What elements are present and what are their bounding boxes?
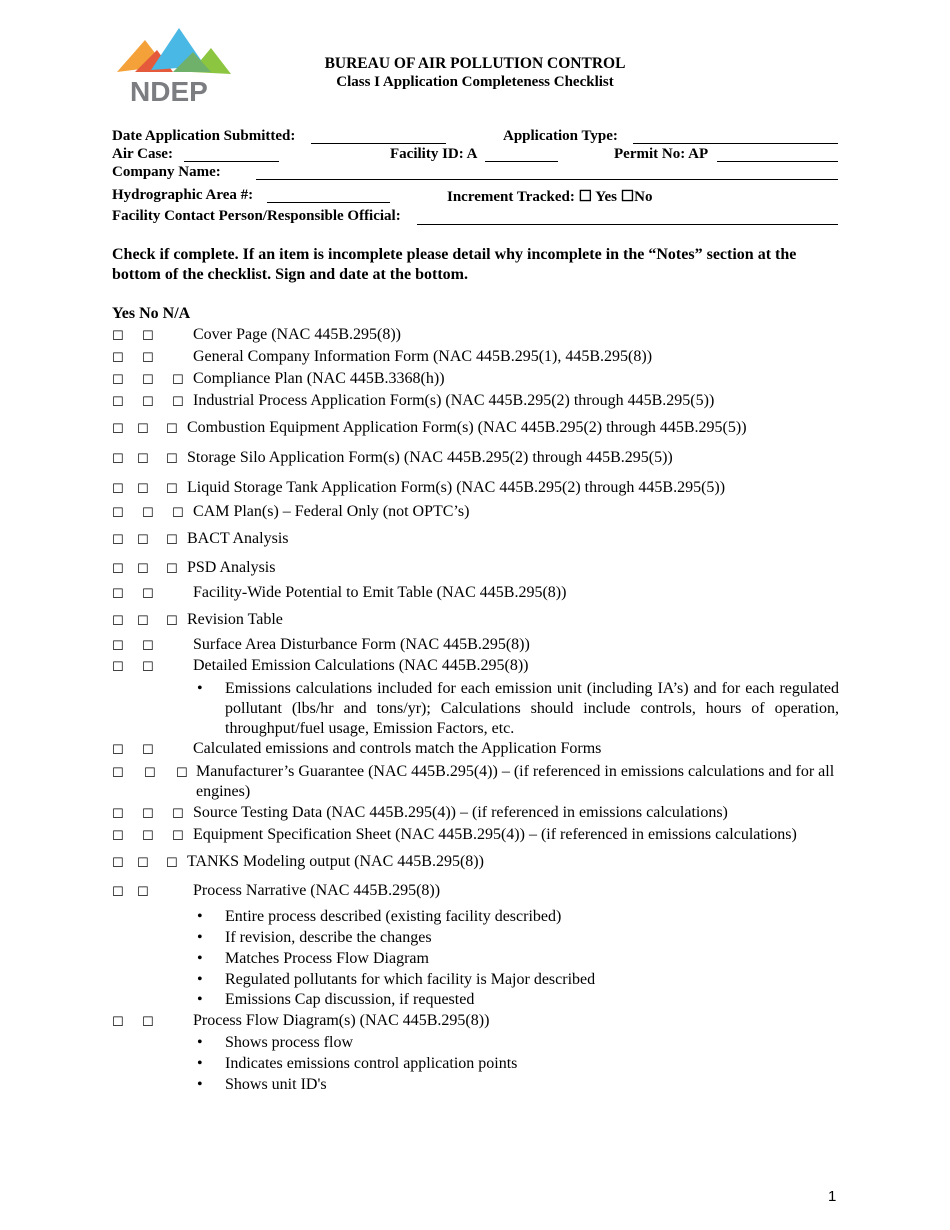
na-checkbox[interactable]: ☐	[172, 506, 184, 521]
na-checkbox[interactable]: ☐	[172, 807, 184, 822]
no-checkbox[interactable]: ☐	[137, 533, 149, 548]
checklist-item: Facility-Wide Potential to Emit Table (NAC 445B.295(8))	[193, 584, 567, 601]
no-checkbox[interactable]: ☐	[137, 562, 149, 577]
na-checkbox[interactable]: ☐	[172, 829, 184, 844]
air-case-field[interactable]	[184, 161, 279, 162]
increment-tracked-label[interactable]: Increment Tracked: ☐ Yes ☐No	[447, 189, 653, 205]
yes-checkbox[interactable]: ☐	[112, 373, 124, 388]
bullet-icon: •	[197, 950, 203, 967]
checklist-item: Storage Silo Application Form(s) (NAC 445B.295(2) through 445B.295(5))	[187, 449, 673, 466]
checklist-item: Compliance Plan (NAC 445B.3368(h))	[193, 370, 445, 387]
no-checkbox[interactable]: ☐	[137, 614, 149, 629]
na-checkbox[interactable]: ☐	[172, 395, 184, 410]
yes-checkbox[interactable]: ☐	[112, 614, 124, 629]
company-name-label: Company Name:	[112, 164, 221, 180]
application-type-label: Application Type:	[503, 128, 618, 144]
no-checkbox[interactable]: ☐	[137, 856, 149, 871]
yes-checkbox[interactable]: ☐	[112, 329, 124, 344]
yes-checkbox[interactable]: ☐	[112, 766, 124, 781]
no-checkbox[interactable]: ☐	[142, 743, 154, 758]
yes-checkbox[interactable]: ☐	[112, 506, 124, 521]
checklist-item: Process Narrative (NAC 445B.295(8))	[193, 882, 441, 899]
permit-no-field[interactable]	[717, 161, 838, 162]
company-name-field[interactable]	[256, 179, 838, 180]
checklist-item: Combustion Equipment Application Form(s) (NAC 445B.295(2) through 445B.295(5))	[187, 419, 747, 436]
list-item: • Emissions calculations included for each emission unit (including IA’s) and for each regulated pollutant (lbs/hr and tons/yr); Calculations should include controls, hours of operation, throughput/fuel usage, Emission Factors, etc.	[197, 680, 839, 737]
contact-person-field[interactable]	[417, 224, 838, 225]
application-type-field[interactable]	[633, 143, 838, 144]
facility-id-field[interactable]	[485, 161, 558, 162]
page-number: 1	[828, 1188, 837, 1205]
checklist-item: General Company Information Form (NAC 445B.295(1), 445B.295(8))	[193, 348, 653, 365]
checklist-item: Equipment Specification Sheet (NAC 445B.295(4)) – (if referenced in emissions calculations)	[193, 826, 797, 843]
na-checkbox[interactable]: ☐	[166, 422, 178, 437]
date-submitted-label: Date Application Submitted:	[112, 128, 296, 144]
bullet-icon: •	[197, 1076, 203, 1093]
logo-text: NDEP	[130, 76, 208, 107]
yes-checkbox[interactable]: ☐	[112, 1015, 124, 1030]
na-checkbox[interactable]: ☐	[172, 373, 184, 388]
checklist-item: Calculated emissions and controls match the Application Forms	[193, 740, 602, 757]
no-checkbox[interactable]: ☐	[137, 452, 149, 467]
yes-checkbox[interactable]: ☐	[112, 885, 124, 900]
checklist-item: Liquid Storage Tank Application Form(s) (NAC 445B.295(2) through 445B.295(5))	[187, 479, 726, 496]
checklist-item: Source Testing Data (NAC 445B.295(4)) – (if referenced in emissions calculations)	[193, 804, 728, 821]
column-header: Yes No N/A	[112, 305, 191, 322]
na-checkbox[interactable]: ☐	[166, 562, 178, 577]
na-checkbox[interactable]: ☐	[166, 856, 178, 871]
yes-checkbox[interactable]: ☐	[112, 639, 124, 654]
yes-checkbox[interactable]: ☐	[112, 807, 124, 822]
na-checkbox[interactable]: ☐	[166, 614, 178, 629]
na-checkbox[interactable]: ☐	[176, 766, 188, 781]
na-checkbox[interactable]: ☐	[166, 452, 178, 467]
facility-id-label: Facility ID: A	[390, 146, 478, 162]
checklist-item: Manufacturer’s Guarantee (NAC 445B.295(4)) – (if referenced in emissions calculations and for all engines)	[196, 763, 835, 800]
no-checkbox[interactable]: ☐	[142, 807, 154, 822]
checklist-item: Cover Page (NAC 445B.295(8))	[193, 326, 401, 343]
no-checkbox[interactable]: ☐	[142, 587, 154, 602]
bullet-icon: •	[197, 680, 203, 697]
checklist-item: Revision Table	[187, 611, 283, 628]
checklist-item: Industrial Process Application Form(s) (NAC 445B.295(2) through 445B.295(5))	[193, 392, 715, 409]
checklist-item: PSD Analysis	[187, 559, 276, 576]
bullet-icon: •	[197, 991, 203, 1008]
bullet-icon: •	[197, 908, 203, 925]
contact-person-label: Facility Contact Person/Responsible Official:	[112, 208, 401, 224]
ndep-logo	[113, 26, 235, 106]
no-checkbox[interactable]: ☐	[142, 373, 154, 388]
yes-checkbox[interactable]: ☐	[112, 533, 124, 548]
yes-checkbox[interactable]: ☐	[112, 351, 124, 366]
mountain-logo-icon	[113, 26, 235, 78]
bullet-icon: •	[197, 929, 203, 946]
no-checkbox[interactable]: ☐	[142, 829, 154, 844]
no-checkbox[interactable]: ☐	[137, 482, 149, 497]
bullet-icon: •	[197, 1055, 203, 1072]
checklist-item: TANKS Modeling output (NAC 445B.295(8))	[187, 853, 484, 870]
checklist-item: CAM Plan(s) – Federal Only (not OPTC’s)	[193, 503, 470, 520]
checklist-item: Detailed Emission Calculations (NAC 445B.295(8))	[193, 657, 529, 674]
yes-checkbox[interactable]: ☐	[112, 395, 124, 410]
yes-checkbox[interactable]: ☐	[112, 562, 124, 577]
no-checkbox[interactable]: ☐	[137, 422, 149, 437]
permit-no-label: Permit No: AP	[614, 146, 709, 162]
na-checkbox[interactable]: ☐	[166, 482, 178, 497]
no-checkbox[interactable]: ☐	[142, 395, 154, 410]
no-checkbox[interactable]: ☐	[142, 639, 154, 654]
no-checkbox[interactable]: ☐	[144, 766, 156, 781]
air-case-label: Air Case:	[112, 146, 173, 162]
yes-checkbox[interactable]: ☐	[112, 660, 124, 675]
yes-checkbox[interactable]: ☐	[112, 587, 124, 602]
no-checkbox[interactable]: ☐	[142, 506, 154, 521]
na-checkbox[interactable]: ☐	[166, 533, 178, 548]
yes-checkbox[interactable]: ☐	[112, 856, 124, 871]
no-checkbox[interactable]: ☐	[142, 660, 154, 675]
checklist-item: BACT Analysis	[187, 530, 289, 547]
yes-checkbox[interactable]: ☐	[112, 422, 124, 437]
yes-checkbox[interactable]: ☐	[112, 743, 124, 758]
no-checkbox[interactable]: ☐	[142, 1015, 154, 1030]
no-checkbox[interactable]: ☐	[142, 329, 154, 344]
no-checkbox[interactable]: ☐	[142, 351, 154, 366]
yes-checkbox[interactable]: ☐	[112, 829, 124, 844]
page-subtitle: Class I Application Completeness Checklist	[336, 74, 614, 90]
bullet-icon: •	[197, 1034, 203, 1051]
yes-checkbox[interactable]: ☐	[112, 452, 124, 467]
hydrographic-area-field[interactable]	[267, 202, 390, 203]
bullet-icon: •	[197, 971, 203, 988]
checklist-item: Process Flow Diagram(s) (NAC 445B.295(8))	[193, 1012, 490, 1029]
no-checkbox[interactable]: ☐	[137, 885, 149, 900]
instructions: Check if complete. If an item is incomplete please detail why incomplete in the “Notes” section at the bottom of the checklist. Sign and date at the bottom.	[112, 246, 797, 283]
hydrographic-area-label: Hydrographic Area #:	[112, 187, 254, 203]
date-submitted-field[interactable]	[311, 143, 446, 144]
yes-checkbox[interactable]: ☐	[112, 482, 124, 497]
page-title: BUREAU OF AIR POLLUTION CONTROL	[324, 55, 626, 72]
checklist-item: Surface Area Disturbance Form (NAC 445B.295(8))	[193, 636, 530, 653]
